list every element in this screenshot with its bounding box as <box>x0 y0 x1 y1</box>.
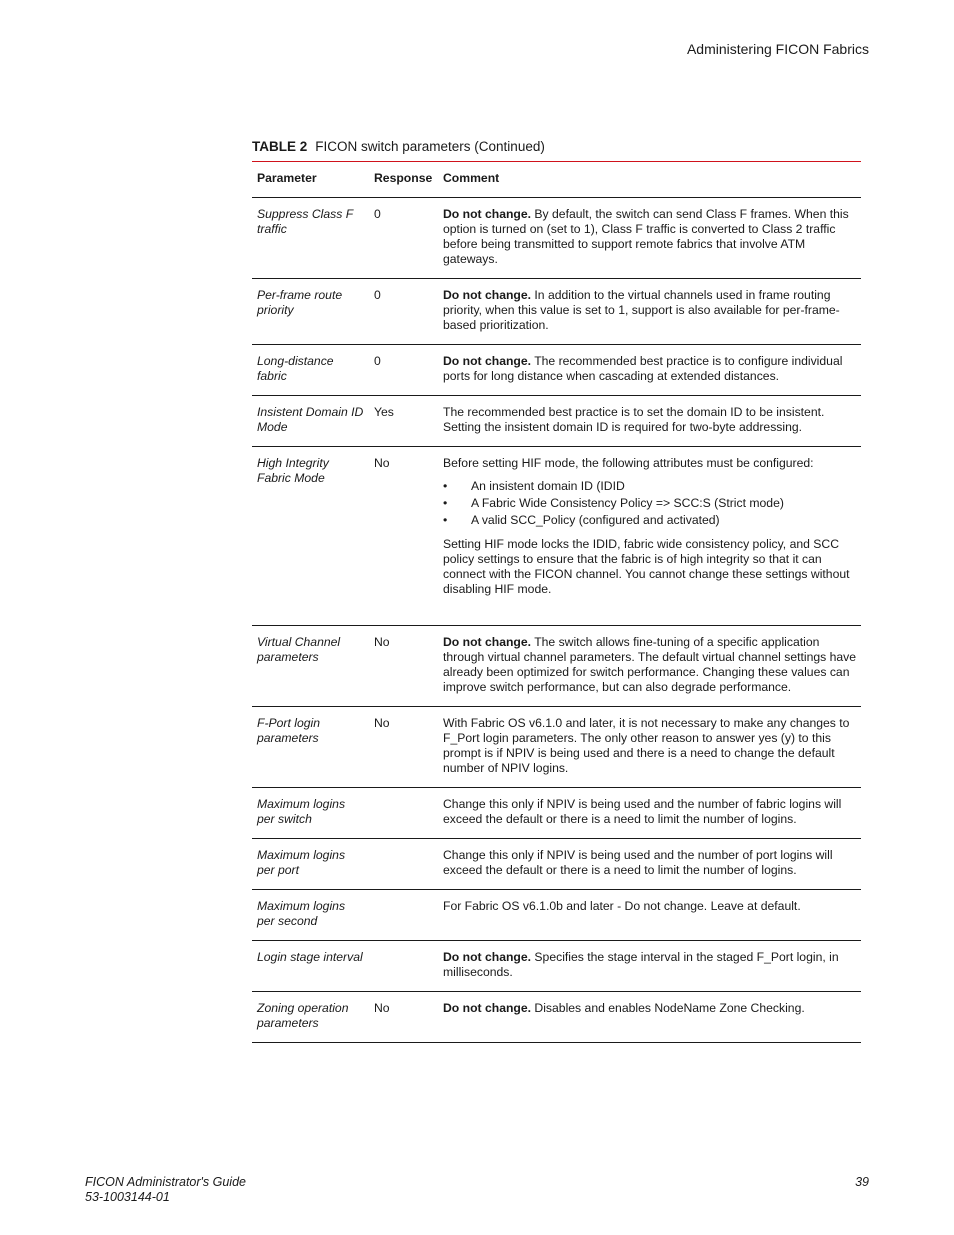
comment-text: Change this only if NPIV is being used and the number of port logins will exceed the default or there is a need to limit the number of logins. <box>443 848 833 877</box>
table-row <box>252 279 861 345</box>
comment-lead: Do not change. <box>443 635 532 649</box>
table-row <box>252 839 861 890</box>
param-cell: F-Port login parameters <box>252 707 369 788</box>
comment-cell <box>438 198 861 279</box>
column-header-response: Response <box>369 162 438 198</box>
parameters-table-block <box>252 139 861 1043</box>
comment-text: With Fabric OS v6.1.0 and later, it is not necessary to make any changes to F_Port login parameters. The only other reason to answer yes (y) to this prompt is if NPIV is being used and there is a need to change the default number of NPIV logins. <box>443 716 850 775</box>
comment-text: Specifies the stage interval in the staged F_Port login, in milliseconds. <box>443 950 839 979</box>
comment-text: By default, the switch can send Class F frames. When this option is turned on (set to 1), Class F traffic is converted to Class 2 traffic before being transmitted to support remote fabrics that involve ATM gateways. <box>443 207 849 266</box>
param-cell: Long-distance fabric <box>252 345 369 396</box>
response-cell: No <box>369 707 438 788</box>
table-row <box>252 992 861 1043</box>
param-cell: Maximum logins per second <box>252 890 369 941</box>
comment-cell <box>438 279 861 345</box>
comment-text: The recommended best practice is to configure individual ports for long distance when cascading at extended distances. <box>443 354 843 383</box>
parameters-table <box>252 162 861 1043</box>
param-cell: Maximum logins per port <box>252 839 369 890</box>
comment-text: For Fabric OS v6.1.0b and later - Do not change. Leave at default. <box>443 899 801 913</box>
table-caption <box>252 139 861 162</box>
table-row <box>252 941 861 992</box>
response-cell: No <box>369 626 438 707</box>
param-cell: Virtual Channel parameters <box>252 626 369 707</box>
comment-cell <box>438 707 861 788</box>
list-item: • An insistent domain ID (IDID <box>443 479 625 493</box>
param-cell: High Integrity Fabric Mode <box>252 447 369 626</box>
response-cell: 0 <box>369 198 438 279</box>
table-row <box>252 707 861 788</box>
list-item: • A valid SCC_Policy (configured and activated) <box>443 513 720 527</box>
bullet-icon: • <box>443 479 448 493</box>
response-cell: Yes <box>369 396 438 447</box>
response-cell: 0 <box>369 279 438 345</box>
table-row <box>252 626 861 707</box>
column-header-comment: Comment <box>438 162 861 198</box>
param-cell: Per-frame route priority <box>252 279 369 345</box>
footer-doc-title: FICON Administrator's Guide <box>85 1175 246 1189</box>
comment-text: Before setting HIF mode, the following attributes must be configured: <box>443 456 814 470</box>
comment-cell <box>438 839 861 890</box>
response-cell: 0 <box>369 345 438 396</box>
comment-text: The recommended best practice is to set the domain ID to be insistent. Setting the insistent domain ID is required for two-byte addressing. <box>443 405 825 434</box>
response-cell <box>369 788 438 839</box>
comment-cell <box>438 890 861 941</box>
comment-cell <box>438 626 861 707</box>
comment-lead: Do not change. <box>443 1001 532 1015</box>
table-row <box>252 788 861 839</box>
footer-doc-number: 53-1003144-01 <box>85 1190 170 1204</box>
comment-cell <box>438 396 861 447</box>
param-cell: Zoning operation parameters <box>252 992 369 1043</box>
table-row <box>252 447 861 626</box>
response-cell: No <box>369 992 438 1043</box>
comment-text: Disables and enables NodeName Zone Checking. <box>531 1001 805 1015</box>
list-item: • A Fabric Wide Consistency Policy => SCC:S (Strict mode) <box>443 496 784 510</box>
footer-page-number: 39 <box>855 1175 869 1189</box>
comment-text: In addition to the virtual channels used in frame routing priority, when this value is set to 1, support is also available for per-frame-based prioritization. <box>443 288 840 332</box>
comment-cell <box>438 447 861 626</box>
column-header-parameter: Parameter <box>252 162 369 198</box>
param-cell: Suppress Class F traffic <box>252 198 369 279</box>
param-cell: Insistent Domain ID Mode <box>252 396 369 447</box>
table-label: TABLE 2 <box>252 139 308 154</box>
table-row <box>252 396 861 447</box>
attribute-list <box>443 479 857 528</box>
table-title: FICON switch parameters (Continued) <box>315 139 545 154</box>
param-cell: Login stage interval <box>252 941 369 992</box>
response-cell <box>369 890 438 941</box>
comment-text: The switch allows fine-tuning of a specific application through virtual channel parameters. The default virtual channel settings have already been optimized for switch performance. Changing these values can improve switch performance, but can also degrade performance. <box>443 635 857 694</box>
running-head-title: Administering FICON Fabrics <box>686 41 869 57</box>
comment-lead: Do not change. <box>443 950 532 964</box>
param-cell: Maximum logins per switch <box>252 788 369 839</box>
response-cell <box>369 941 438 992</box>
comment-text: Change this only if NPIV is being used and the number of fabric logins will exceed the default or there is a need to limit the number of logins. <box>443 797 842 826</box>
footer-document-info <box>85 1175 246 1205</box>
comment-lead: Do not change. <box>443 207 532 221</box>
table-row <box>252 890 861 941</box>
comment-cell <box>438 345 861 396</box>
table-row <box>252 198 861 279</box>
comment-lead: Do not change. <box>443 354 532 368</box>
comment-lead: Do not change. <box>443 288 532 302</box>
table-header-row <box>252 162 861 198</box>
comment-text-2: Setting HIF mode locks the IDID, fabric wide consistency policy, and SCC policy settings to ensure that the fabric is of high integrity so that it can connect with the FICON channel. You cannot change these settings without disabling HIF mode. <box>443 537 850 596</box>
bullet-icon: • <box>443 513 448 527</box>
comment-cell <box>438 788 861 839</box>
table-row <box>252 345 861 396</box>
response-cell: No <box>369 447 438 626</box>
response-cell <box>369 839 438 890</box>
bullet-icon: • <box>443 496 448 510</box>
comment-cell <box>438 941 861 992</box>
comment-cell <box>438 992 861 1043</box>
